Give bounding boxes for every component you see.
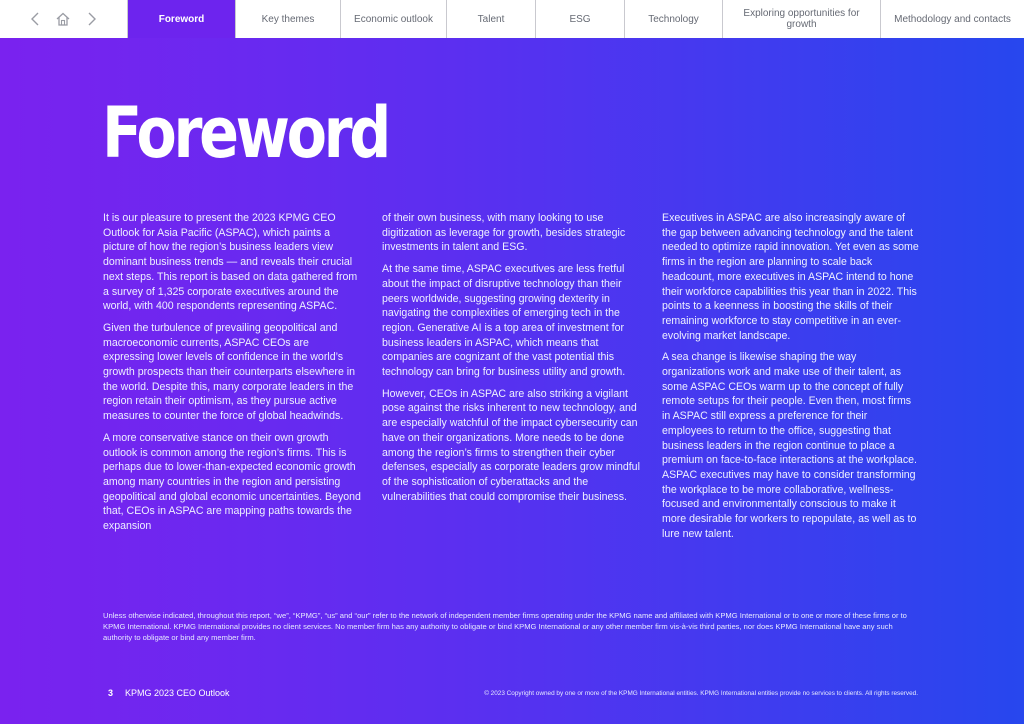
text-column-1 xyxy=(103,211,361,541)
page-title: Foreword xyxy=(102,92,388,174)
text-column-3 xyxy=(662,211,920,548)
nav-controls xyxy=(0,0,128,38)
page-footer xyxy=(108,688,918,698)
tab-methodology-contacts[interactable]: Methodology and contacts xyxy=(881,0,1024,38)
home-icon[interactable] xyxy=(55,11,71,27)
copyright-notice: © 2023 Copyright owned by one or more of the KPMG International entities. KPMG International entities provide no services to clients. All rights reserved. xyxy=(484,689,918,697)
tab-exploring-opportunities[interactable]: Exploring opportunities for growth xyxy=(723,0,881,38)
tab-economic-outlook[interactable]: Economic outlook xyxy=(341,0,447,38)
page-number: 3 xyxy=(108,688,114,698)
paragraph: A more conservative stance on their own growth outlook is common among the region’s firms. This is perhaps due to lower-than-expected economic growth among many countries in the region and persisting geopolitical and global economic uncertainties. Beyond that, CEOs in ASPAC are mapping paths towards the expansion xyxy=(103,431,361,533)
paragraph: Given the turbulence of prevailing geopolitical and macroeconomic currents, ASPAC CEOs are expressing lower levels of confidence in the world’s growth prospects than their counterparts elsewhere in the world. Despite this, many corporate leaders in the region retain their optimism, as they pursue active measures to counter the force of global headwinds. xyxy=(103,321,356,423)
disclaimer-text: Unless otherwise indicated, throughout this report, “we”, “KPMG”, “us” and “our” refer to the network of independent member firms operating under the KPMG name and affiliated with KPMG International or to one or more of these firms or to KPMG International. KPMG International provides no client services. No member firm has any authority to obligate or bind KPMG International or any other member firm vis-à-vis third parties, nor does KPMG International have any such authority to obligate or bind any member firm. xyxy=(103,611,907,643)
paragraph: A sea change is likewise shaping the way organizations work and make use of their talent, as some ASPAC CEOs warm up to the concept of fully remote setups for their people. Even then, most firms in ASPAC still express a preference for their employees to return to the office, suggesting that business leaders in the region continue to place a premium on face-to-face interactions at the workplace. ASPAC executives may have to consider transforming the workplace to be more collaborative, wellness-focused and environmentally conscious to make it more desirable for workers to repopulate, as well as to lure new talent. xyxy=(662,351,917,540)
paragraph: At the same time, ASPAC executives are less fretful about the impact of disruptive technology than their peers worldwide, suggesting growing dexterity in navigating the complexities of emerging tech in the region. Generative AI is a top area of investment for business leaders in ASPAC, which means that companies are cognizant of the vast potential this technology can bring for business utility and growth. xyxy=(382,263,626,379)
forward-arrow-icon[interactable] xyxy=(86,11,98,27)
paragraph: However, CEOs in ASPAC are also striking a vigilant pose against the risks inherent to new technology, and are especially watchful of the impact cybersecurity can have on their organizations. More needs to be done among the region’s firms to strengthen their cyber defenses, especially as corporate leaders grow mindful of the sophistication of cyberattacks and the vulnerabilities that could compromise their business. xyxy=(382,387,640,503)
tab-talent[interactable]: Talent xyxy=(447,0,536,38)
top-navigation xyxy=(0,0,1024,38)
tab-key-themes[interactable]: Key themes xyxy=(236,0,341,38)
publication-name: KPMG 2023 CEO Outlook xyxy=(125,688,230,698)
tab-technology[interactable]: Technology xyxy=(625,0,723,38)
footer-left xyxy=(108,688,230,698)
text-column-2 xyxy=(382,211,640,511)
paragraph: It is our pleasure to present the 2023 KPMG CEO Outlook for Asia Pacific (ASPAC), which paints a picture of how the region’s business leaders view dominant business trends — and reveals their crucial next steps. This report is based on data gathered from a survey of 1,325 corporate executives around the world, with 400 respondents representing ASPAC. xyxy=(103,212,358,313)
paragraph: Executives in ASPAC are also increasingly aware of the gap between advancing technology and the talent needed to optimize rapid innovation. Yet even as some firms in the region are planning to scale back headcount, more executives in ASPAC intend to hone their workforce capabilities this year than in 2022. This points to a keenness in boosting the skills of their remaining workforce to stay competitive in an ever-evolving market landscape. xyxy=(662,212,919,342)
tab-esg[interactable]: ESG xyxy=(536,0,625,38)
tab-foreword[interactable]: Foreword xyxy=(128,0,236,38)
paragraph: of their own business, with many looking to use digitization as leverage for growth, besides strategic investments in talent and ESG. xyxy=(382,212,626,254)
back-arrow-icon[interactable] xyxy=(29,11,41,27)
